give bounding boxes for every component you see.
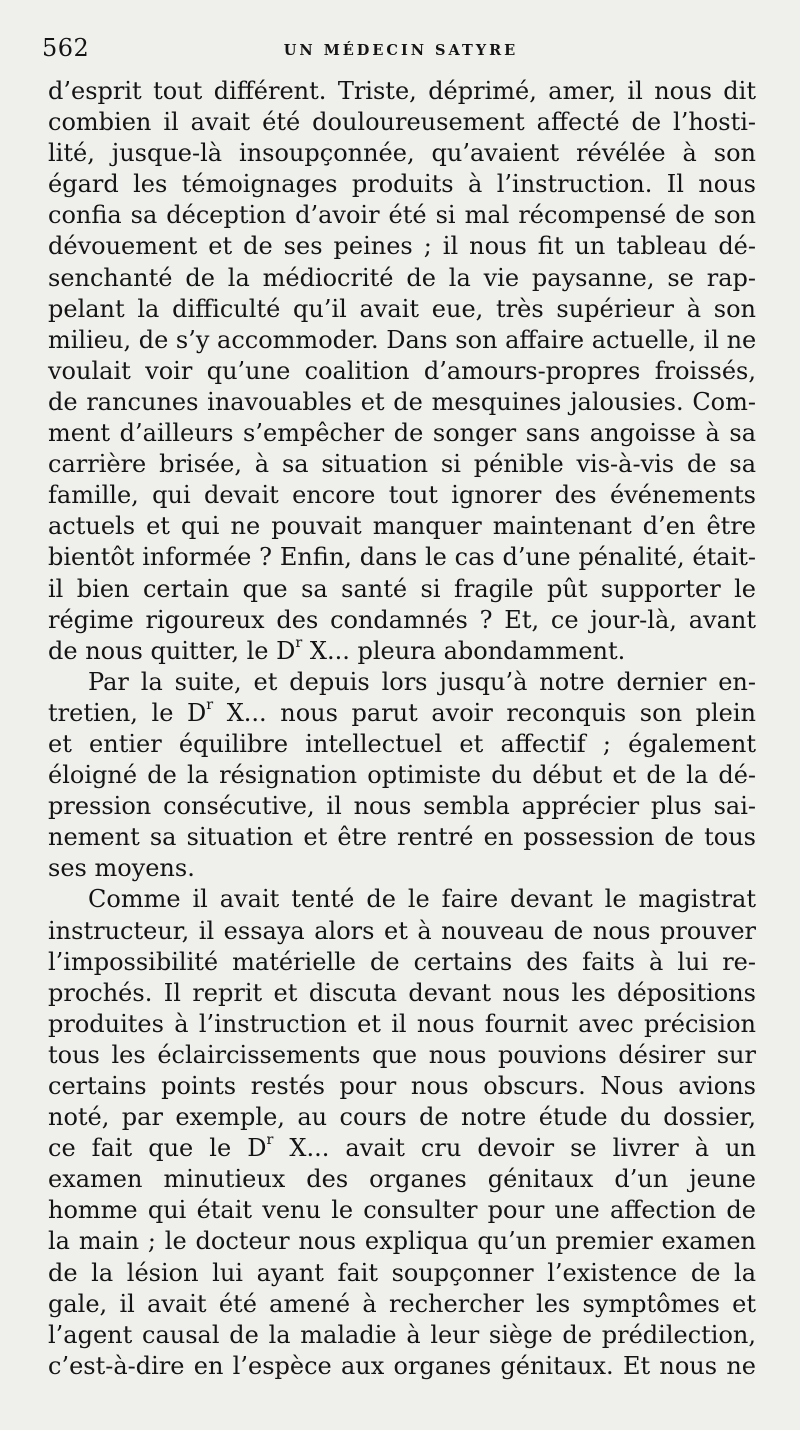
text-line: famille, qui devait encore tout ignorer des événements <box>48 481 756 510</box>
page-number: 562 <box>42 34 90 62</box>
text-line: la main ; le docteur nous expliqua qu’un premier examen <box>48 1227 756 1256</box>
text-line: senchanté de la médiocrité de la vie paysanne, se rap- <box>48 263 756 292</box>
text-line: ment d’ailleurs s’empêcher de songer sans angoisse à sa <box>48 419 756 448</box>
text-line: l’impossibilité matérielle de certains des faits à lui re- <box>48 947 756 976</box>
text-line: il bien certain que sa santé si fragile pût supporter le <box>48 574 756 603</box>
paragraph <box>48 667 756 885</box>
page-header <box>42 34 760 64</box>
text-line: prochés. Il reprit et discuta devant nous les dépositions <box>48 978 756 1007</box>
text-line: nement sa situation et être rentré en possession de tous <box>48 823 756 852</box>
text-line: éloigné de la résignation optimiste du début et de la dé- <box>48 761 756 790</box>
text-line: lité, jusque-là insoupçonnée, qu’avaient révélée à son <box>48 139 756 168</box>
text-line: de rancunes inavouables et de mesquines jalousies. Com- <box>48 387 756 416</box>
text-line: de la lésion lui ayant fait soupçonner l’existence de la <box>48 1258 756 1287</box>
text-line: l’agent causal de la maladie à leur siège de prédilection, <box>48 1320 756 1349</box>
text-line: et entier équilibre intellectuel et affectif ; également <box>48 729 756 758</box>
text-line: Par la suite, et depuis lors jusqu’à notre dernier en- <box>88 667 756 696</box>
text-line: pelant la difficulté qu’il avait eue, très supérieur à son <box>48 294 756 323</box>
text-line: voulait voir qu’une coalition d’amours-propres froissés, <box>48 356 756 385</box>
text-line: c’est-à-dire en l’espèce aux organes génitaux. Et nous ne <box>48 1351 756 1380</box>
text-line: certains points restés pour nous obscurs. Nous avions <box>48 1072 756 1100</box>
text-line: carrière brisée, à sa situation si pénible vis-à-vis de sa <box>48 450 756 479</box>
paragraph <box>48 884 756 1382</box>
text-line: gale, il avait été amené à rechercher les symptômes et <box>48 1289 756 1318</box>
text-line: de nous quitter, le $D^r$ X... pleura abondamment. <box>48 634 626 665</box>
text-line: confia sa déception d’avoir été si mal récompensé de son <box>48 201 756 230</box>
text-line: homme qui était venu le consulter pour une affection de <box>48 1196 756 1225</box>
running-head: UN MÉDECIN SATYRE <box>283 42 519 59</box>
body-text <box>48 76 756 1382</box>
text-line: tretien, le $D^r$ X... nous parut avoir reconquis son plein <box>48 696 756 727</box>
text-line: dévouement et de ses peines ; il nous fit un tableau dé- <box>48 232 756 261</box>
text-line: noté, par exemple, au cours de notre étude du dossier, <box>48 1103 756 1132</box>
text-line: régime rigoureux des condamnés ? Et, ce jour-là, avant <box>48 605 756 634</box>
text-line: instructeur, il essaya alors et à nouveau de nous prouver <box>48 916 756 945</box>
text-line: examen minutieux des organes génitaux d’un jeune <box>48 1165 756 1194</box>
text-line: ce fait que le $D^r$ X... avait cru devoir se livrer à un <box>48 1132 756 1163</box>
text-line: égard les témoignages produits à l’instruction. Il nous <box>48 170 756 199</box>
text-line: ses moyens. <box>48 854 195 883</box>
text-line: pression consécutive, il nous sembla apprécier plus sai- <box>48 792 756 821</box>
text-line: produites à l’instruction et il nous fournit avec précision <box>48 1009 756 1038</box>
text-line: tous les éclaircissements que nous pouvions désirer sur <box>48 1040 756 1069</box>
text-line: d’esprit tout différent. Triste, déprimé, amer, il nous dit <box>48 77 756 105</box>
text-line: combien il avait été douloureusement affecté de l’hosti- <box>48 108 756 137</box>
text-line: milieu, de s’y accommoder. Dans son affaire actuelle, il ne <box>48 325 757 354</box>
paragraph <box>48 76 756 667</box>
text-line: bientôt informée ? Enfin, dans le cas d’une pénalité, était- <box>48 543 756 572</box>
text-line: actuels et qui ne pouvait manquer maintenant d’en être <box>48 512 756 541</box>
text-line: Comme il avait tenté de le faire devant le magistrat <box>88 885 756 914</box>
